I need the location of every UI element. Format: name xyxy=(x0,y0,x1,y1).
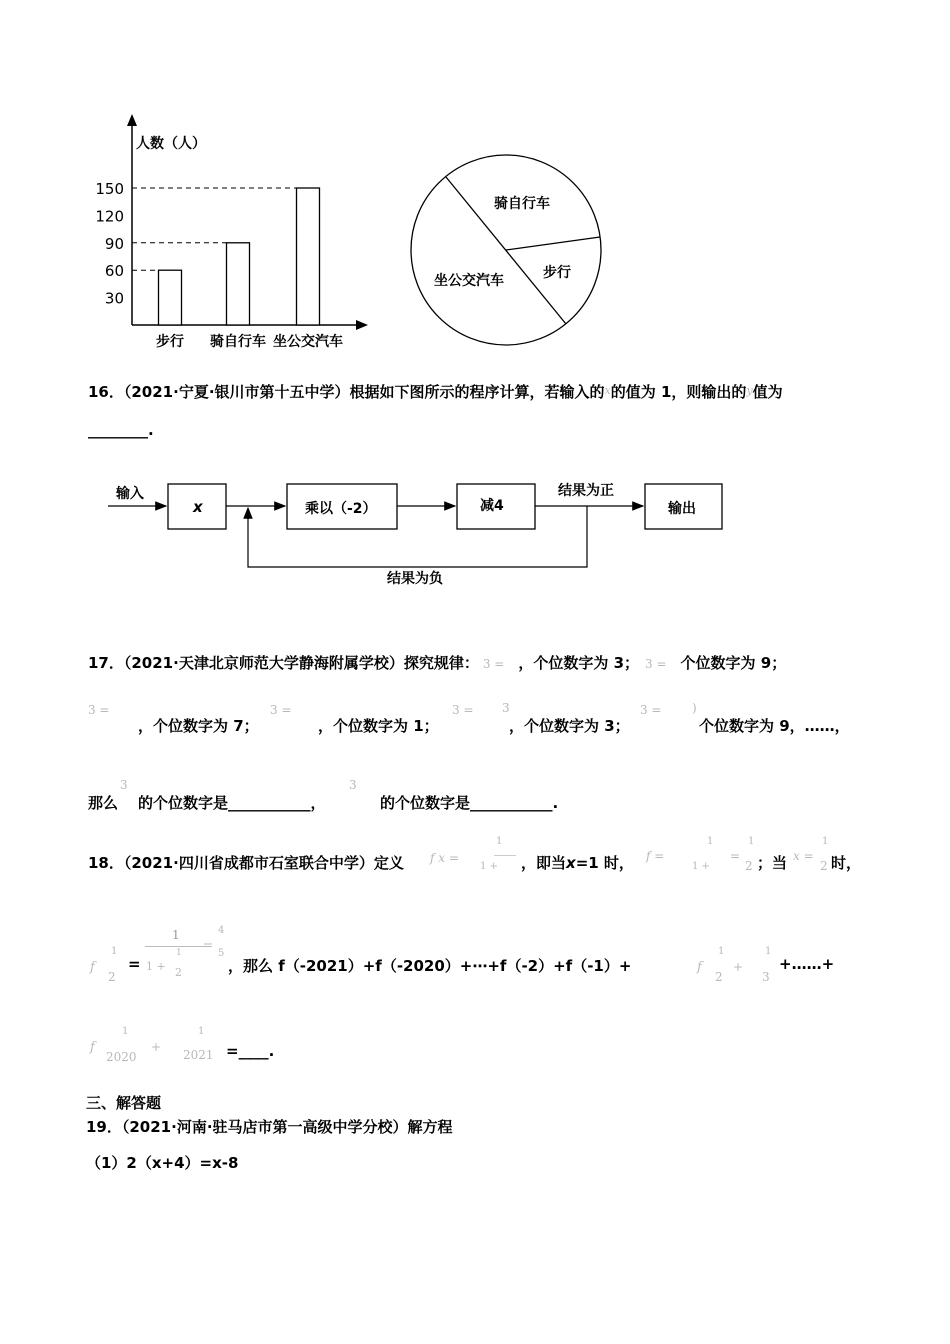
q18-eq2: = xyxy=(730,849,741,863)
flowchart xyxy=(100,470,740,590)
bar-chart xyxy=(95,110,390,355)
q18-l2-eq: = xyxy=(128,955,141,973)
flow-box-output-text: 输出 xyxy=(668,501,696,517)
q18-l2-text: ，那么 f（-2021）+f（-2020）+⋯+f（-2）+f（-1）+ xyxy=(228,957,632,975)
q17-l3-text3: 的个位数字是___________. xyxy=(380,794,559,812)
pie-label-bus: 坐公交汽车 xyxy=(434,273,504,289)
q18-frac-den1: 1 + xyxy=(480,861,498,872)
flow-box-subtract-text: 减4 xyxy=(480,498,504,514)
y-axis-arrow xyxy=(127,114,137,126)
flow-loop-line xyxy=(248,506,587,567)
q18-number: 18． xyxy=(88,854,124,872)
q18-frac-num2: 1 xyxy=(707,836,714,847)
q17-l3-text1: 那么 xyxy=(88,794,119,812)
y-tick-label: 30 xyxy=(104,289,124,308)
y-axis-label: 人数（人） xyxy=(136,136,206,152)
bar-2 xyxy=(297,188,320,325)
q18-l3-plus: + xyxy=(151,1040,162,1054)
q16-text3: 值为 xyxy=(752,383,783,401)
q18-l2-den-den: 2 xyxy=(175,966,182,979)
q18-l2-f3n: 1 xyxy=(718,946,725,957)
q18-mid xyxy=(521,852,634,873)
flow-input-label: 输入 xyxy=(116,486,144,502)
q17-l2-text4: 个位数字为 9，……， xyxy=(699,717,850,735)
q18-half-den: 2 xyxy=(745,859,753,873)
q17-l2-text2: ，个位数字为 1； xyxy=(318,717,439,735)
flow-box-x-text: x xyxy=(193,498,203,516)
q18-text3: =1 时， xyxy=(575,854,634,872)
q17-l2-formula3: 3 = xyxy=(452,703,474,717)
q18-l2-den-num: 1 xyxy=(176,948,182,958)
q18-text2: ，即当 xyxy=(521,854,567,872)
q16-blank: ________. xyxy=(88,421,154,439)
q16-source: （2021·宁夏·银川市第十五中学） xyxy=(123,383,350,401)
y-tick-label: 90 xyxy=(104,234,124,253)
q17-l1-text2: 个位数字为 9； xyxy=(680,654,787,672)
q18-head xyxy=(88,852,404,873)
q18-l3-tail: =____. xyxy=(226,1042,275,1060)
q16-text2: 的值为 1，则输出的 xyxy=(610,383,747,401)
q18-frac-bar1 xyxy=(494,855,516,856)
flow-negative-label: 结果为负 xyxy=(387,571,443,587)
q18-l2-bar xyxy=(145,946,205,947)
y-tick-label: 60 xyxy=(104,262,124,281)
q18-l2-f4n: 1 xyxy=(765,946,772,957)
q18-l2-tail: +……+ xyxy=(779,955,835,973)
q18-l2-eq2: = xyxy=(203,938,214,952)
section3-title: 三、解答题 xyxy=(86,1094,162,1112)
q17-source: （2021·天津北京师范大学静海附属学校） xyxy=(123,654,404,672)
q18-text1: 定义 xyxy=(373,854,404,872)
x-category-label: 坐公交汽车 xyxy=(273,334,343,350)
q18-l2-f3: f xyxy=(697,960,702,975)
q18-source: （2021·四川省成都市石室联合中学） xyxy=(123,854,374,872)
q18-frac-num1: 1 xyxy=(496,836,503,847)
q18-f2: f = xyxy=(646,849,665,863)
q18-l3-f: f xyxy=(90,1040,95,1055)
x-category-label: 步行 xyxy=(156,334,184,350)
q16-var-y: y xyxy=(746,384,753,397)
x-axis-arrow xyxy=(356,320,368,330)
q17-l2-text1: ，个位数字为 7； xyxy=(138,717,259,735)
q18-l2-f3d: 2 xyxy=(715,970,723,984)
x-category-label: 骑自行车 xyxy=(210,334,266,350)
q19-text: 解方程 xyxy=(407,1118,453,1136)
pie-label-bike: 骑自行车 xyxy=(494,196,550,212)
q18-l2-res-den: 5 xyxy=(218,948,225,959)
q17-number: 17． xyxy=(88,654,124,672)
q18-l2-fn: 1 xyxy=(111,946,118,957)
q18-x2: x = xyxy=(793,849,814,863)
q18-xeq: x xyxy=(566,854,576,872)
q16-var-x: x xyxy=(604,384,611,397)
q17-l3-text2: 的个位数字是___________， xyxy=(138,794,326,812)
q18-l2-f: f xyxy=(90,960,95,975)
q18-l2-num: 1 xyxy=(172,928,180,942)
pie-chart xyxy=(400,160,615,360)
q17-l2-formula3b: 3 xyxy=(502,701,510,715)
q19-sub1: （1）2（x+4）=x-8 xyxy=(86,1154,239,1172)
q18-text4: ；当 xyxy=(757,854,788,872)
bar-0 xyxy=(159,270,182,325)
q18-l3-d2: 2021 xyxy=(183,1048,214,1062)
q17-l3-formula2: 3 xyxy=(349,778,357,792)
flow-positive-label: 结果为正 xyxy=(558,483,614,499)
q16-text1: 根据如下图所示的程序计算，若输入的 xyxy=(349,383,605,401)
q18-half2-den: 2 xyxy=(820,859,828,873)
q18-f-def: f x = xyxy=(430,851,459,865)
q18-l2-fd: 2 xyxy=(108,970,116,984)
y-tick-label: 120 xyxy=(95,207,124,226)
q19-source: （2021·河南·驻马店市第一高级中学分校） xyxy=(121,1118,408,1136)
q16-line xyxy=(88,381,783,402)
q17-l1-formula1: 3 = xyxy=(482,657,505,671)
q19-line xyxy=(86,1116,453,1137)
pie-divider-2 xyxy=(506,237,600,250)
bar-1 xyxy=(227,243,250,325)
q17-line1 xyxy=(88,652,786,673)
q18-l2-den: 1 + xyxy=(146,960,166,973)
q19-number: 19． xyxy=(86,1118,122,1136)
q17-l1-formula2: 3 = xyxy=(645,657,667,671)
q18-l3-n2: 1 xyxy=(198,1026,205,1037)
q17-text1: 探究规律： xyxy=(403,654,479,672)
q17-l2-text3: ，个位数字为 3； xyxy=(509,717,630,735)
q16-number: 16． xyxy=(88,383,124,401)
q18-half-num: 1 xyxy=(748,836,755,847)
q17-l2-formula1: 3 = xyxy=(88,703,110,717)
q18-l2-plus: + xyxy=(733,960,744,974)
q17-l2-formula2: 3 = xyxy=(270,703,292,717)
q18-l3-n1: 1 xyxy=(122,1026,129,1037)
q18-half2-num: 1 xyxy=(822,836,829,847)
q18-l3-d1: 2020 xyxy=(106,1050,137,1064)
q17-l2-formula4b: ) xyxy=(692,701,697,715)
q18-l2-f4d: 3 xyxy=(762,970,770,984)
q17-l3-formula1: 3 xyxy=(120,778,128,792)
q17-l2-formula4: 3 = xyxy=(640,703,662,717)
pie-label-walk: 步行 xyxy=(543,265,571,281)
y-tick-label: 150 xyxy=(95,180,124,198)
q17-l1-text1: ，个位数字为 3； xyxy=(518,654,640,672)
q18-text5: 时， xyxy=(831,854,862,872)
flow-box-multiply-text: 乘以（-2） xyxy=(305,501,377,517)
q18-frac-den2: 1 + xyxy=(692,861,710,872)
q18-l2-res-num: 4 xyxy=(218,925,225,936)
